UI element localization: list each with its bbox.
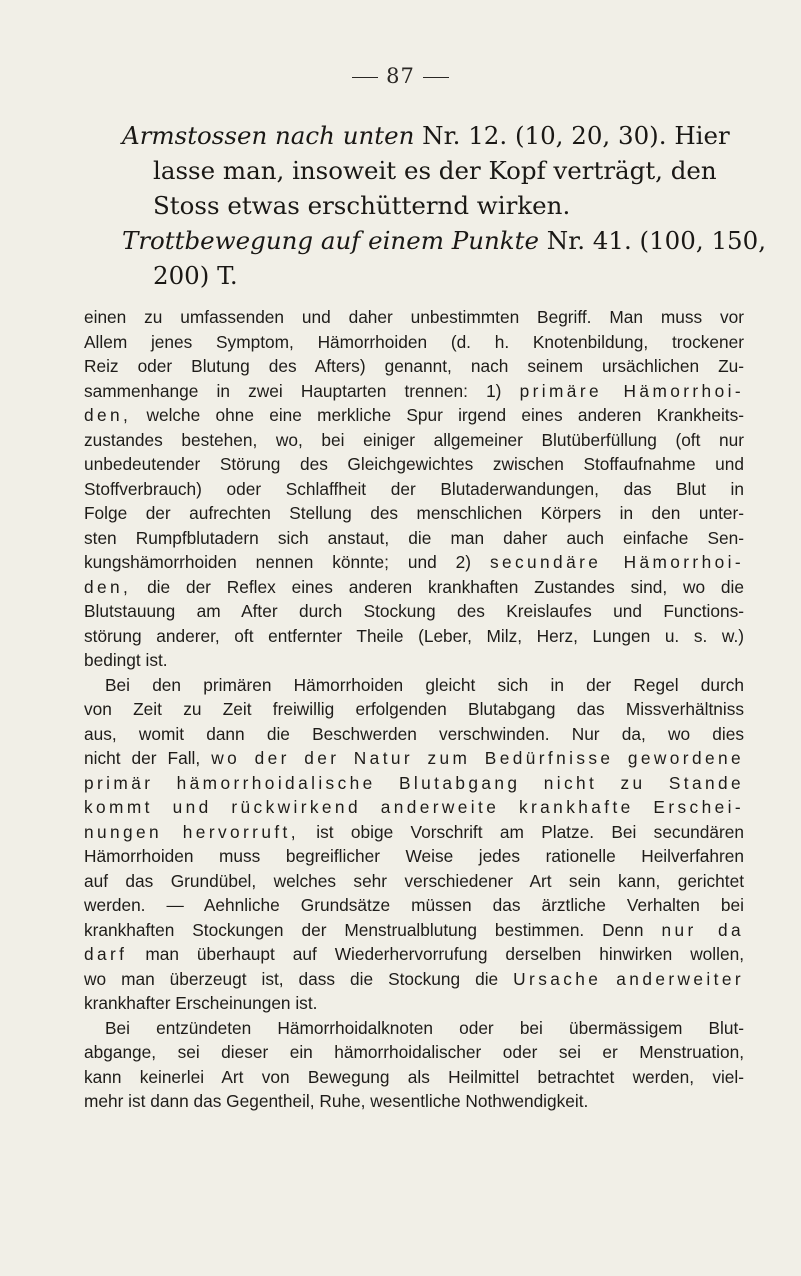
page-number <box>0 64 801 88</box>
text-line: auf das Grundübel, welches sehr verschiedener Art sein kann, gerichtet <box>84 870 744 891</box>
exercise-params: Nr. 41. (100, 150, <box>538 226 766 255</box>
text-line: krankhaften Stockungen der Menstrualblutung bestimmen. Denn nur da <box>84 919 744 940</box>
text-line: den, die der Reflex eines anderen krankhaften Zustandes sind, wo die <box>84 576 744 597</box>
text-line: von Zeit zu Zeit freiwillig erfolgenden Blutabgang das Missverhältniss <box>84 699 744 719</box>
text-line: Bei den primären Hämorrhoiden gleicht sich in der Regel durch <box>105 674 744 695</box>
emphasis-text: Ursache <box>513 968 602 989</box>
exercise-line-2 <box>122 223 772 258</box>
text-line: kann keinerlei Art von Bewegung als Heilmittel betrachtet werden, viel- <box>84 1066 744 1087</box>
emphasis-text: wo der der Natur zum Bedürfnisse gewordene <box>211 748 744 768</box>
exercise-note-line: 200) T. <box>153 261 238 290</box>
emphasis-text: secundäre Hämorrhoi- <box>489 552 744 572</box>
text-line: krankhafter Erscheinungen ist. <box>84 993 318 1013</box>
text-line: den, welche ohne eine merkliche Spur irgend eines anderen Krankheits- <box>84 405 744 425</box>
text-line: Bei entzündeten Hämorrhoidalknoten oder bei übermässigem Blut- <box>105 1017 744 1038</box>
text-line: sten Rumpfblutadern sich anstaut, die man daher auch einfache Sen- <box>84 527 744 548</box>
exercise-note-line: Stoss etwas erschütternd wirken. <box>153 191 571 220</box>
emphasis-text: den, <box>84 405 132 425</box>
dash-right <box>423 77 449 78</box>
text-line: darf man überhaupt auf Wiederhervorrufung derselben hinwirken wollen, <box>84 944 744 964</box>
exercise-note-line: lasse man, insoweit es der Kopf verträgt, den <box>153 156 717 185</box>
emphasis-text: primär hämorrhoidalische Blutabgang nicht zu Stande <box>84 772 744 793</box>
text-line: Reiz oder Blutung des Afters) genannt, nach seinem ursächlichen Zu- <box>84 356 744 376</box>
text-line: Stoffverbrauch) oder Schlaffheit der Blutaderwandungen, das Blut in <box>84 478 744 499</box>
emphasis-text: kommt und rückwirkend anderweite krankhafte Erschei- <box>84 797 744 817</box>
text-line: Hämorrhoiden muss begreiflicher Weise jedes rationelle Heilverfahren <box>84 846 744 866</box>
exercise-line-1 <box>122 118 772 153</box>
text-line: wo man überzeugt ist, dass die Stockung die Ursache anderweiter <box>84 968 744 989</box>
text-line: mehr ist dann das Gegentheil, Ruhe, wesentliche Nothwendigkeit. <box>84 1091 589 1111</box>
body-text <box>84 305 744 1114</box>
text-line: Folge der aufrechten Stellung des menschlichen Körpers in den unter- <box>84 503 744 523</box>
dash-left <box>352 77 378 78</box>
emphasis-text: anderweiter <box>616 968 744 989</box>
text-line: unbedeutender Störung des Gleichgewichtes zwischen Stoffaufnahme und <box>84 454 744 474</box>
exercise-name: Armstossen nach unten <box>122 121 415 150</box>
emphasis-text: nungen hervorruft, <box>84 821 299 842</box>
text-line: kungshämorrhoiden nennen könnte; und 2) secundäre Hämorrhoi- <box>84 552 744 572</box>
text-line: einen zu umfassenden und daher unbestimmten Begriff. Man muss vor <box>84 307 744 327</box>
emphasis-text: nur da <box>661 919 744 940</box>
text-line: Blutstauung am After durch Stockung des Kreislaufes und Functions- <box>84 601 744 621</box>
emphasis-text: darf <box>84 944 128 964</box>
text-line: Allem jenes Symptom, Hämorrhoiden (d. h. Knotenbildung, trockener <box>84 331 744 352</box>
exercise-list <box>122 118 772 293</box>
exercise-params: Nr. 12. (10, 20, 30). Hier <box>414 121 730 150</box>
text-line: nungen hervorruft, ist obige Vorschrift am Platze. Bei secundären <box>84 821 744 842</box>
emphasis-text: primäre Hämorrhoi- <box>519 380 744 401</box>
text-line: bedingt ist. <box>84 650 168 670</box>
text-line: aus, womit dann die Beschwerden verschwinden. Nur da, wo dies <box>84 723 744 744</box>
text-line: werden. — Aehnliche Grundsätze müssen das ärztliche Verhalten bei <box>84 895 744 915</box>
text-line: abgange, sei dieser ein hämorrhoidalischer oder sei er Menstruation, <box>84 1042 744 1062</box>
emphasis-text: den, <box>84 576 132 597</box>
text-line: zustandes bestehen, wo, bei einiger allgemeiner Blutüberfüllung (oft nur <box>84 429 744 450</box>
page-number-text: 87 <box>386 64 415 88</box>
text-line: störung anderer, oft entfernter Theile (Leber, Milz, Herz, Lungen u. s. w.) <box>84 625 744 646</box>
text-line: sammenhange in zwei Hauptarten trennen: 1) primäre Hämorrhoi- <box>84 380 744 401</box>
exercise-name: Trottbewegung auf einem Punkte <box>122 226 539 255</box>
text-line: nicht der Fall, wo der der Natur zum Bedürfnisse gewordene <box>84 748 744 768</box>
